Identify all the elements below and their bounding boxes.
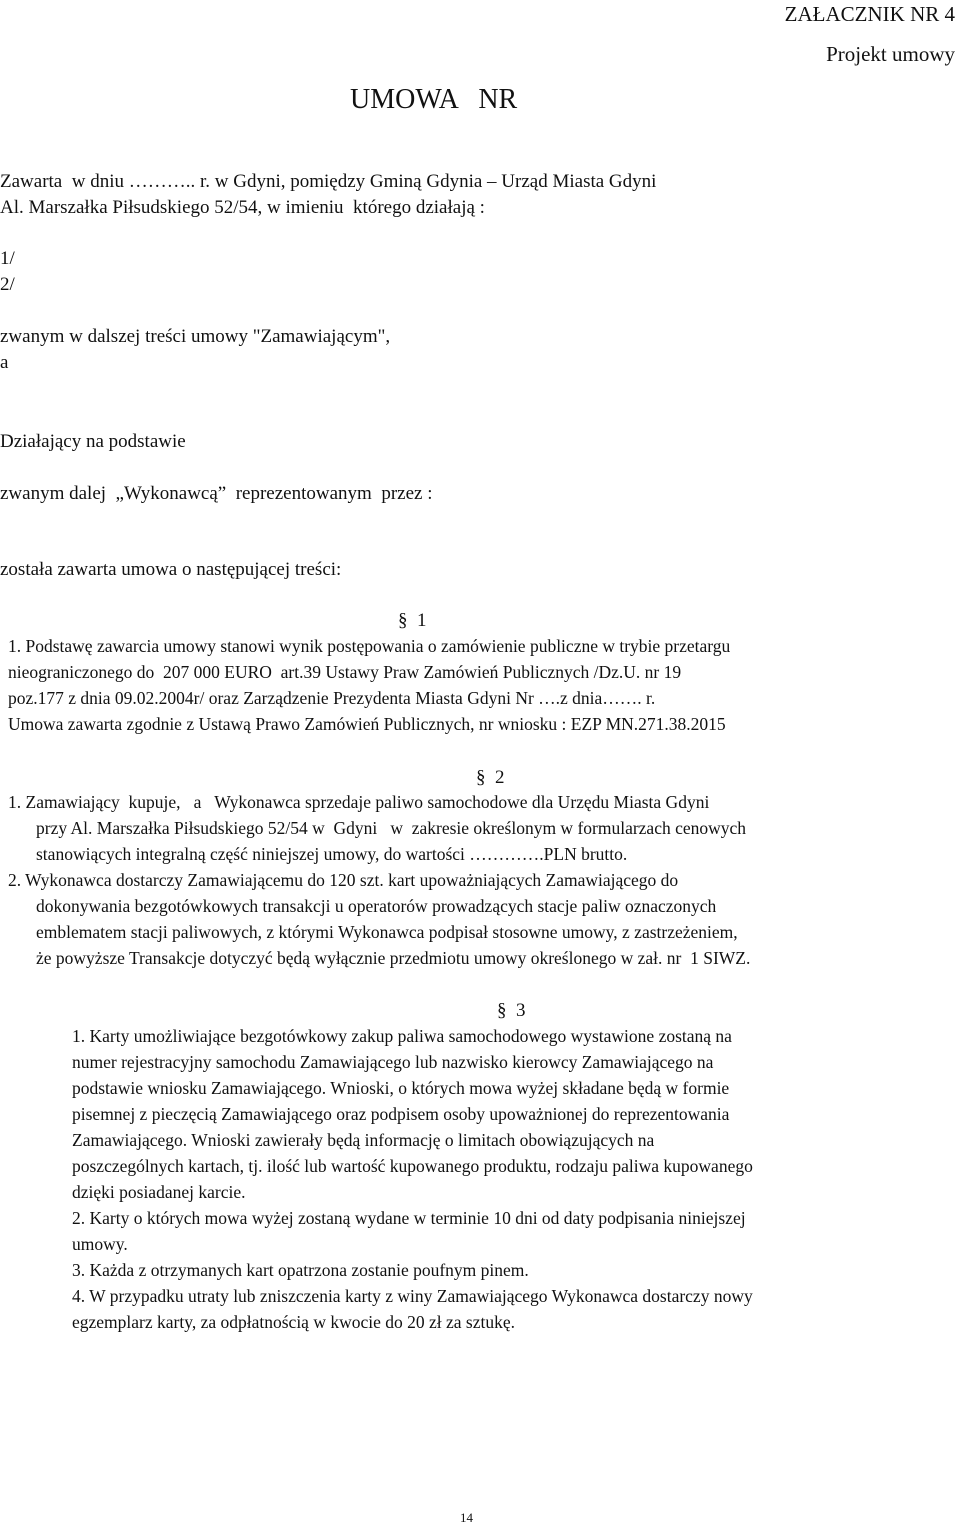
section-2-line: że powyższe Transakcje dotyczyć będą wyłącznie przedmiotu umowy określonego w zał. nr 1 SIWZ. — [36, 948, 751, 968]
conjunction: a — [0, 352, 9, 373]
section-1-line: poz.177 z dnia 09.02.2004r/ oraz Zarządzenie Prezydenta Miasta Gdyni Nr ….z dnia……. r. — [8, 688, 656, 708]
section-2-line: emblematem stacji paliwowych, z którymi Wykonawca podpisał stosowne umowy, z zastrzeżeniem, — [36, 922, 738, 942]
wykonawca-clause: zwanym dalej „Wykonawcą” reprezentowanym przez : — [0, 483, 433, 504]
attachment-label: ZAŁACZNIK NR 4 — [784, 2, 955, 26]
basis-clause: Działający na podstawie — [0, 431, 186, 452]
intro-line-2: Al. Marszałka Piłsudskiego 52/54, w imieniu którego działają : — [0, 197, 485, 218]
section-3-line: podstawie wniosku Zamawiającego. Wnioski, o których mowa wyżej składane będą w formie — [72, 1078, 730, 1098]
section-3-line: Zamawiającego. Wnioski zawierały będą informację o limitach obowiązujących na — [72, 1130, 655, 1150]
section-3-line: poszczególnych kartach, tj. ilość lub wartość kupowanego produktu, rodzaju paliwa kupowanego — [72, 1156, 753, 1176]
section-3-line: egzemplarz karty, za odpłatnością w kwocie do 20 zł za sztukę. — [72, 1312, 515, 1332]
section-3-line: dzięki posiadanej karcie. — [72, 1182, 246, 1202]
section-1-line: nieograniczonego do 207 000 EURO art.39 Ustawy Praw Zamówień Publicznych /Dz.U. nr 19 — [8, 662, 682, 682]
document-subtitle: Projekt umowy — [826, 42, 955, 66]
section-1-line: 1. Podstawę zawarcia umowy stanowi wynik postępowania o zamówienie publiczne w trybie przetargu — [8, 636, 731, 656]
section-2-line: stanowiących integralną część niniejszej umowy, do wartości ………….PLN brutto. — [36, 844, 628, 864]
section-2-heading: § 2 — [476, 767, 505, 788]
section-3-line: pisemnej z pieczęcią Zamawiającego oraz podpisem osoby upoważnionej do reprezentowania — [72, 1104, 730, 1124]
representative-1: 1/ — [0, 248, 15, 269]
section-3-line: numer rejestracyjny samochodu Zamawiającego lub nazwisko kierowcy Zamawiającego na — [72, 1052, 714, 1072]
section-3-line: 4. W przypadku utraty lub zniszczenia karty z winy Zamawiającego Wykonawca dostarczy nowy — [72, 1286, 753, 1306]
concluded-clause: została zawarta umowa o następującej treści: — [0, 559, 342, 580]
document-title: UMOWA NR — [350, 84, 518, 115]
section-3-heading: § 3 — [497, 1000, 526, 1021]
section-2-line: przy Al. Marszałka Piłsudskiego 52/54 w Gdyni w zakresie określonym w formularzach cenowych — [36, 818, 747, 838]
section-1-heading: § 1 — [398, 610, 427, 631]
section-3-line: umowy. — [72, 1234, 128, 1254]
zamawiajacy-clause: zwanym w dalszej treści umowy "Zamawiającym", — [0, 326, 391, 347]
representative-2: 2/ — [0, 274, 15, 295]
section-3-line: 3. Każda z otrzymanych kart opatrzona zostanie poufnym pinem. — [72, 1260, 529, 1280]
section-3-line: 2. Karty o których mowa wyżej zostaną wydane w terminie 10 dni od daty podpisania niniejszej — [72, 1208, 746, 1228]
page-number: 14 — [460, 1510, 473, 1525]
section-3-line: 1. Karty umożliwiające bezgotówkowy zakup paliwa samochodowego wystawione zostaną na — [72, 1026, 732, 1046]
section-2-line: dokonywania bezgotówkowych transakcji u operatorów prowadzących stacje paliw oznaczonych — [36, 896, 717, 916]
section-1-line: Umowa zawarta zgodnie z Ustawą Prawo Zamówień Publicznych, nr wniosku : EZP MN.271.38.2015 — [8, 714, 726, 734]
section-2-line: 1. Zamawiający kupuje, a Wykonawca sprzedaje paliwo samochodowe dla Urzędu Miasta Gdyni — [8, 792, 710, 812]
section-2-line: 2. Wykonawca dostarczy Zamawiającemu do 120 szt. kart upoważniających Zamawiającego do — [8, 870, 679, 890]
intro-line-1: Zawarta w dniu ……….. r. w Gdyni, pomiędzy Gminą Gdynia – Urząd Miasta Gdyni — [0, 171, 657, 192]
